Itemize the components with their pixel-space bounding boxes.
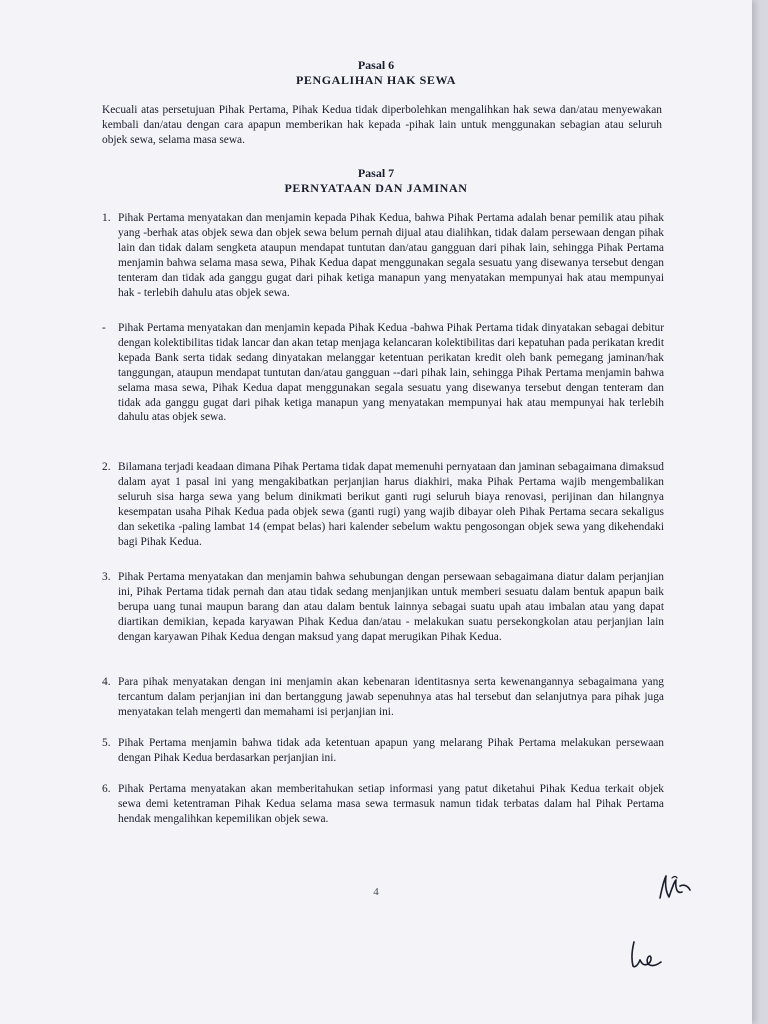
- clause-number: 3.: [102, 571, 111, 583]
- pasal-6-number: Pasal 6: [357, 58, 395, 72]
- clause-text: Pihak Pertama menjamin bahwa tidak ada ketentuan apapun yang melarang Pihak Pertama melakukan persewaan dengan Pihak Kedua berdasarkan perjanjian ini.: [118, 737, 664, 764]
- clause-text: Para pihak menyatakan dengan ini menjamin akan kebenaran identitasnya serta kewenangannya sebagaimana yang tercantum dalam perjanjian ini dan bertanggung jawab sepenuhnya atas hal tersebut dan selanjutnya para pihak juga menyatakan telah mengerti dan memahami isi perjanjian ini.: [118, 676, 664, 718]
- clause-text: Pihak Pertama menyatakan akan memberitahukan setiap informasi yang patut diketahui Pihak Kedua terkait objek sewa demi ketentraman Pihak Kedua selama masa sewa termasuk namun tidak terbatas dalam hal Pihak Pertama hendak mengalihkan kepemilikan objek sewa.: [118, 783, 664, 825]
- clause-item: [102, 782, 664, 827]
- clause-item: [102, 211, 664, 300]
- clause-number: 6.: [102, 783, 111, 795]
- clause-number: -: [102, 322, 106, 334]
- clause-text: Pihak Pertama menyatakan dan menjamin kepada Pihak Kedua, bahwa Pihak Pertama adalah benar pemilik atau pihak yang -berhak atas objek sewa dan objek sewa belum pernah dijual atau dialihkan, tidak dalam persewaan dengan pihak lain dan tidak dalam sengketa ataupun mendapat tuntutan dan/atau gangguan dari pihak lain, sehingga Pihak Pertama menjamin bahwa selama masa sewa, Pihak Kedua dapat menggunakan segala sesuatu yang disewanya tersebut dengan tenteram dan tidak ada ganggu gugat dari pihak ketiga manapun yang menyatakan mempunyai hak atau mempunyai hak - terlebih dahulu atas objek sewa.: [118, 212, 664, 299]
- clause-number: 5.: [102, 737, 111, 749]
- clause-item: [102, 460, 664, 549]
- page-number: 4: [373, 886, 379, 898]
- clause-item: [102, 736, 664, 766]
- clause-number: 1.: [102, 212, 111, 224]
- clause-item: [102, 321, 664, 425]
- clause-text: Pihak Pertama menyatakan dan menjamin bahwa sehubungan dengan persewaan sebagaimana diatur dalam perjanjian ini, Pihak Pertama tidak pernah dan atau tidak sedang menjanjikan untuk memberi sesuatu dalam bentuk apapun baik berupa uang tunai maupun barang dan atau dalam bentuk lainnya sebagai suatu upah atau imbalan atau yang dapat diartikan demikian, kepada karyawan Pihak Kedua dan/atau - melakukan suatu persekongkolan atau perjanjian lain dengan karyawan Pihak Kedua dengan maksud yang dapat merugikan Pihak Kedua.: [118, 571, 664, 643]
- signature-initial-icon: [624, 938, 670, 972]
- pasal-6-title: PENGALIHAN HAK SEWA: [295, 73, 457, 87]
- clause-text: Bilamana terjadi keadaan dimana Pihak Pertama tidak dapat memenuhi pernyataan dan jaminan sebagaimana dimaksud dalam ayat 1 pasal ini yang mengakibatkan perjanjian harus diakhiri, maka Pihak Pertama wajib mengembalikan seluruh sisa harga sewa yang belum dinikmati berikut ganti rugi seluruh biaya renovasi, perijinan dan hilangnya kesempatan usaha Pihak Kedua pada objek sewa (ganti rugi) yang wajib dibayar oleh Pihak Pertama secara sekaligus dan seketika -paling lambat 14 (empat belas) hari kalender sebelum waktu pengosongan objek sewa yang dikehendaki bagi Pihak Kedua.: [118, 461, 664, 548]
- signature-initial-icon: [650, 870, 698, 906]
- clause-number: 2.: [102, 461, 111, 473]
- clause-item: [102, 675, 664, 720]
- clause-item: [102, 570, 664, 645]
- pasal-7-heading: [0, 166, 752, 196]
- pasal-6-heading: [0, 58, 752, 88]
- clause-text: Pihak Pertama menyatakan dan menjamin kepada Pihak Kedua -bahwa Pihak Pertama tidak dinyatakan sebagai debitur dengan kolektibilitas tidak lancar dan akan tetap menjaga kelancaran kolektibilitas dari kepatuhan pada perikatan kredit kepada Bank serta tidak sedang dinyatakan melanggar ketentuan perikatan kredit oleh bank pemegang jaminan/hak tanggungan, ataupun mendapat tuntutan dan/atau gangguan --dari pihak lain, sehingga Pihak Pertama menjamin bahwa selama masa sewa, Pihak Kedua dapat menggunakan segala sesuatu yang disewanya tersebut dengan tenteram dan tidak ada ganggu gugat dari pihak ketiga manapun yang menyatakan mempunyai hak atau mempunyai hak terlebih dahulu atas objek sewa.: [118, 322, 664, 424]
- pasal-6-paragraph: Kecuali atas persetujuan Pihak Pertama, Pihak Kedua tidak diperbolehkan mengalihkan hak sewa dan/atau menyewakan kembali dan/atau dengan cara apapun memberikan hak kepada -pihak lain untuk menggunakan sebagian atau seluruh objek sewa, selama masa sewa.: [102, 104, 662, 146]
- clause-number: 4.: [102, 676, 111, 688]
- pasal-7-number: Pasal 7: [357, 166, 395, 180]
- pasal-7-title: PERNYATAAN DAN JAMINAN: [284, 181, 468, 195]
